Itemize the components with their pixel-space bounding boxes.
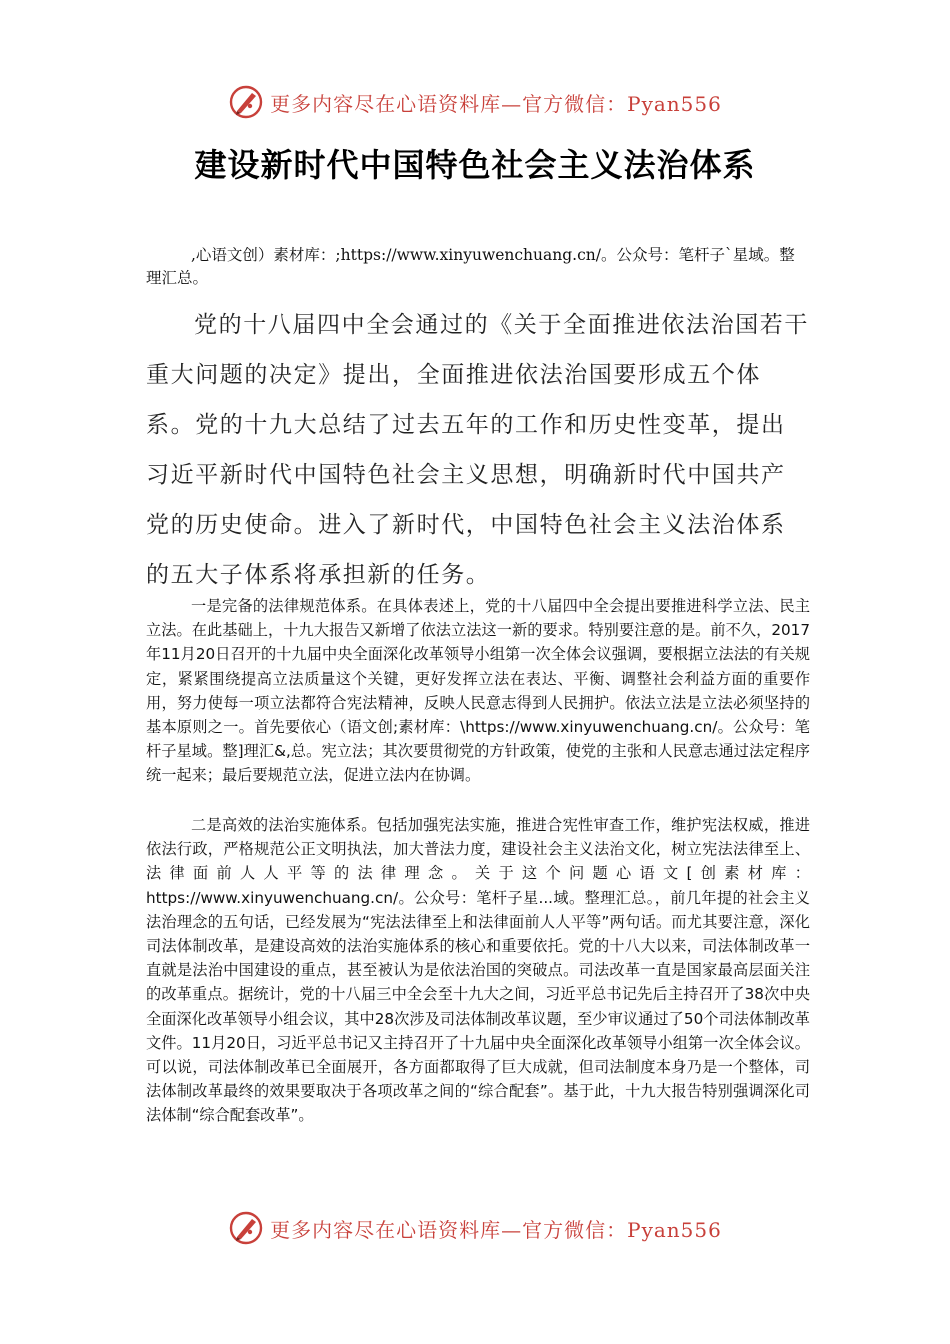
body-paragraph-1: 一是完备的法律规范体系。在具体表述上，党的十八届四中全会提出要推进科学立法、民主立法。在此基础上，十九大报告又新增了依法立法这一新的要求。特别要注意的是。前不久，2017年11月20日召开的十九届中央全面深化改革领导小组第一次全体会议强调，要根据立法法的有关规定，紧紧围绕提高立法质量这个关键，更好发挥立法在表达、平衡、调整社会利益方面的重要作用，努力使每一项立法都符合宪法精神，反映人民意志得到人民拥护。依法立法是立法必须坚持的基本原则之一。首先要依心（语文创;素材库：\https://www.xinyuwenchuang.cn/。公众号：笔杆子星域。整]理汇&,总。宪立法；其次要贯彻党的方针政策，使党的主张和人民意志通过法定程序统一起来；最后要规范立法，促进立法内在协调。 bbox=[146, 597, 810, 785]
document-title: 建设新时代中国特色社会主义法治体系 bbox=[194, 146, 756, 184]
pen-circle-logo-icon bbox=[228, 1210, 264, 1246]
watermark-text: 更多内容尽在心语资料库—官方微信：Pyan556 bbox=[270, 91, 722, 116]
body-paragraph-2: 二是高效的法治实施体系。包括加强宪法实施，推进合宪性审查工作，维护宪法权威，推进依法行政，严格规范公正文明执法，加大普法力度，建设社会主义法治文化，树立宪法法律至上、法律面前人人平等的法律理念。关于这个问题心语文[创素材库：https://www.xinyuwenchuang.cn/。公众号：笔杆子星...域。整理汇总。，前几年提的社会主义法治理念的五句话，已经发展为“宪法法律至上和法律面前人人平等”两句话。而尤其要注意，深化司法体制改革，是建设高效的法治实施体系的核心和重要依托。党的十八大以来，司法体制改革一直就是法治中国建设的重点，甚至被认为是依法治国的突破点。司法改革一直是国家最高层面关注的改革重点。据统计，党的十八届三中全会至十九大之间，习近平总书记先后主持召开了38次中央全面深化改革领导小组会议，其中28次涉及司法体制改革议题，至少审议通过了50个司法体制改革文件。11月20日，习近平总书记又主持召开了十九届中央全面深化改革领导小组第一次全体会议。可以说，司法体制改革已全面展开，各方面都取得了巨大成就，但司法制度本身乃是一个整体，司法体制改革最终的效果要取决于各项改革之间的“综合配套”。基于此，十九大报告特别强调深化司法体制“综合配套改革”。 bbox=[146, 816, 810, 1125]
watermark-text: 更多内容尽在心语资料库—官方微信：Pyan556 bbox=[270, 1217, 722, 1242]
intro-paragraph: 党的十八届四中全会通过的《关于全面推进依法治国若干重大问题的决定》提出，全面推进依法治国要形成五个体系。党的十九大总结了过去五年的工作和历史性变革，提出习近平新时代中国特色社会主义思想，明确新时代中国共产党的历史使命。进入了新时代，中国特色社会主义法治体系的五大子体系将承担新的任务。 bbox=[146, 312, 809, 588]
header-watermark-banner bbox=[0, 80, 950, 124]
source-note: ,心语文创）素材库：;https://www.xinyuwenchuang.cn/。公众号：笔杆子`星域。整理汇总。 bbox=[146, 246, 795, 287]
footer-watermark-banner bbox=[0, 1206, 950, 1250]
pen-circle-logo-icon bbox=[228, 84, 264, 120]
